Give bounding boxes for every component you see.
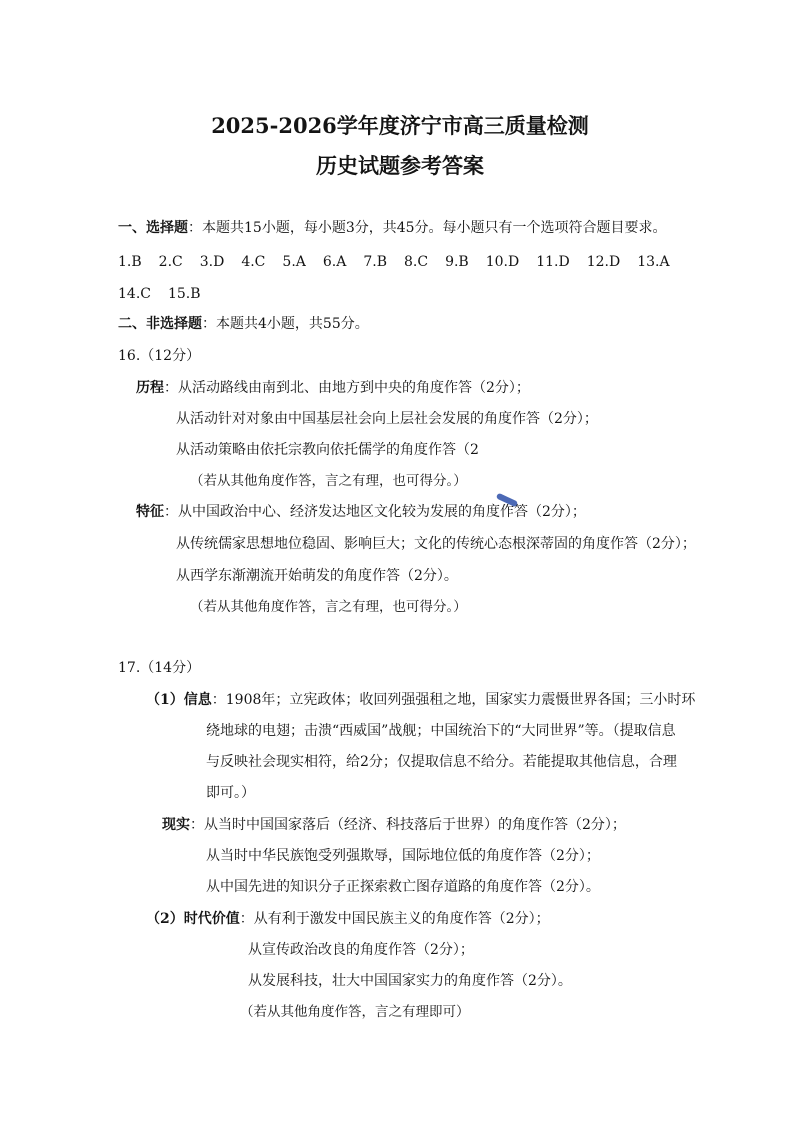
answer-list xyxy=(118,252,718,302)
answer-item: 3.D xyxy=(199,254,225,270)
q17-reality-text: ：从当时中国国家落后（经济、科技落后于世界）的角度作答（2分）； xyxy=(190,817,626,833)
answer-item: 8.C xyxy=(404,254,429,270)
q17-info-text: ：1908年；立宪政体；收回列强强租之地，国家实力震慑世界各国；三小时环 xyxy=(211,692,696,708)
section1-desc: ：本题共15小题，每小题3分，共45分。每小题只有一个选项符合题目要求。 xyxy=(188,220,667,236)
q16-process-note: （若从其他角度作答，言之有理，也可得分。） xyxy=(190,473,467,489)
answer-item: 10.D xyxy=(485,254,520,270)
answer-item: 2.C xyxy=(158,254,183,270)
section2-label: 二、非选择题 xyxy=(118,316,202,332)
q17-part2-prefix: （2） xyxy=(146,911,184,927)
answer-item: 9.B xyxy=(445,254,469,270)
q16-process-line xyxy=(136,378,530,398)
q16-feature-line: 从传统儒家思想地位稳固、影响巨大；文化的传统心态根深蒂固的角度作答（2分）； xyxy=(176,536,696,552)
q16-header: 16.（12分） xyxy=(118,348,201,364)
section1-heading xyxy=(118,218,667,238)
q16-feature-line: 从西学东渐潮流开始萌发的角度作答（2分）。 xyxy=(176,568,458,584)
q16-process-text: ：从活动路线由南到北、由地方到中央的角度作答（2分）； xyxy=(164,380,530,396)
q17-part1-prefix: （1） xyxy=(146,692,184,708)
q17-info-line xyxy=(146,690,695,710)
q16-process-line: 从活动针对对象由中国基层社会向上层社会发展的角度作答（2分）； xyxy=(176,411,598,427)
q16-process-line: 从活动策略由依托宗教向依托儒学的角度作答（2 xyxy=(176,442,479,458)
q16-feature-note: （若从其他角度作答，言之有理，也可得分。） xyxy=(190,599,467,615)
answer-item: 5.A xyxy=(282,254,306,270)
answer-row-2 xyxy=(118,284,218,304)
section1-label: 一、选择题 xyxy=(118,220,188,236)
section2-desc: ：本题共4小题，共55分。 xyxy=(202,316,369,332)
answer-item: 11.D xyxy=(536,254,570,270)
q17-info-line: 即可。） xyxy=(206,785,255,801)
q17-value-line xyxy=(146,909,550,929)
section2-heading xyxy=(118,314,369,334)
q17-value-label: 时代价值 xyxy=(183,911,240,927)
answer-item: 7.B xyxy=(363,254,387,270)
page-title: 2025-2026学年度济宁市高三质量检测 xyxy=(211,113,589,138)
q17-reality-line xyxy=(162,815,626,835)
q17-value-text: ：从有利于激发中国民族主义的角度作答（2分）； xyxy=(239,911,550,927)
answer-item: 6.A xyxy=(322,254,347,270)
q17-header: 17.（14分） xyxy=(118,660,201,676)
q17-value-line: 从宣传政治改良的角度作答（2分）； xyxy=(248,942,474,958)
q16-process-label: 历程 xyxy=(136,380,164,396)
answer-item: 13.A xyxy=(637,254,670,270)
answer-item: 12.D xyxy=(586,254,621,270)
answer-item: 4.C xyxy=(241,254,266,270)
q17-info-label: 信息 xyxy=(183,692,212,708)
q17-reality-line: 从中国先进的知识分子正探索救亡图存道路的角度作答（2分）。 xyxy=(206,879,600,895)
page-subtitle: 历史试题参考答案 xyxy=(316,153,484,178)
q17-reality-line: 从当时中华民族饱受列强欺辱，国际地位低的角度作答（2分）； xyxy=(206,848,600,864)
q17-info-line: 绕地球的电翅；击溃“西威国”战舰；中国统治下的“大同世界”等。（提取信息 xyxy=(206,723,676,739)
q17-value-note: （若从其他角度作答，言之有理即可） xyxy=(240,1004,470,1020)
q17-info-line: 与反映社会现实相符，给2分；仅提取信息不给分。若能提取其他信息，合理 xyxy=(206,754,677,770)
answer-item: 15.B xyxy=(167,286,201,302)
q16-feature-label: 特征 xyxy=(136,504,164,520)
q16-feature-line xyxy=(136,502,586,522)
q16-feature-text: ：从中国政治中心、经济发达地区文化较为发展的角度作答（2分）； xyxy=(164,504,586,520)
answer-item: 14.C xyxy=(118,286,151,302)
q17-reality-label: 现实 xyxy=(162,817,190,833)
answer-item: 1.B xyxy=(118,254,142,270)
q17-value-line: 从发展科技，壮大中国国家实力的角度作答（2分）。 xyxy=(248,973,572,989)
